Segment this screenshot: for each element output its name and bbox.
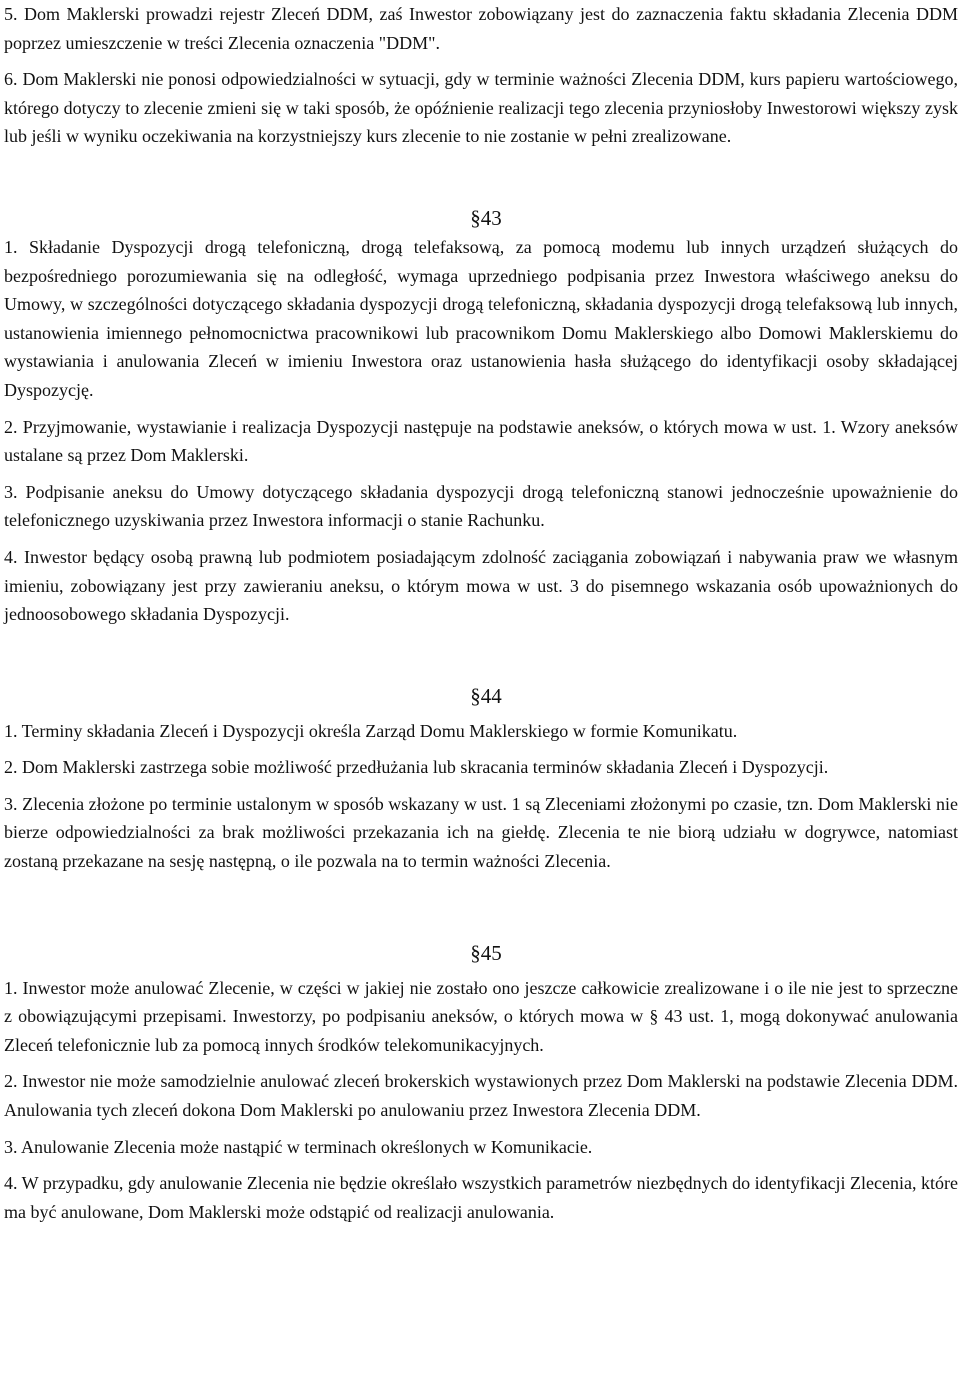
section-43-paragraph-1: 1. Składanie Dyspozycji drogą telefoniczną, drogą telefaksową, za pomocą modemu lub innych urządzeń służących do bezpośredniego porozumiewania się na odległość, wymaga uprzedniego podpisania przez Inwestora właściwego aneksu do Umowy, w szczególności dotyczącego składania dyspozycji drogą telefoniczną, składania dyspozycji drogą telefaksową lub innych, ustanowienia imiennego pełnomocnictwa pracownikowi lub pracownikom Domu Maklerskiego albo Domowi Maklerskiemu do wystawiania i anulowania Zleceń w imieniu Inwestora oraz ustanowienia hasła służącego do identyfikacji osoby składającej Dyspozycję. <box>4 236 958 400</box>
section-43-paragraph-4: 4. Inwestor będący osobą prawną lub podmiotem posiadającym zdolność zaciągania zobowiązań i nabywania praw we własnym imieniu, zobowiązany jest przy zawieraniu aneksu, o którym mowa w ust. 3 do pisemnego wskazania osób upoważnionych do jednoosobowego składania Dyspozycji. <box>4 546 958 625</box>
section-43 <box>4 203 958 629</box>
paragraph-6: 6. Dom Maklerski nie ponosi odpowiedzialności w sytuacji, gdy w terminie ważności Zlecenia DDM, kurs papieru wartościowego, którego dotyczy to zlecenie zmieni się w taki sposób, że opóźnienie realizacji tego zlecenia przyniosłoby Inwestorowi większy zysk lub jeśli w wyniku oczekiwania na korzystniejszy kurs zlecenie to nie zostanie w pełni zrealizowane. <box>4 69 958 147</box>
section-44-paragraph-3: 3. Zlecenia złożone po terminie ustalonym w sposób wskazany w ust. 1 są Zleceniami złożonymi po czasie, tzn. Dom Maklerski nie bierze odpowiedzialności za brak możliwości przekazania ich na giełdę. Zlecenia te nie biorą udziału w dogrywce, natomiast zostaną przekazane na sesję następną, o ile pozwala na to termin ważności Zlecenia. <box>4 793 958 872</box>
section-heading: §43 <box>470 205 502 230</box>
section-heading: §44 <box>470 683 502 708</box>
section-45-paragraph-4: 4. W przypadku, gdy anulowanie Zlecenia nie będzie określało wszystkich parametrów niezbędnych do identyfikacji Zlecenia, które ma być anulowane, Dom Maklerski może odstąpić od realizacji anulowania. <box>4 1173 958 1222</box>
section-44-paragraph-1: 1. Terminy składania Zleceń i Dyspozycji określa Zarząd Domu Maklerskiego w formie Komunikatu. <box>4 720 738 741</box>
section-43-paragraph-3: 3. Podpisanie aneksu do Umowy dotyczącego składania dyspozycji drogą telefoniczną stanowi jednocześnie upoważnienie do telefonicznego uzyskiwania przez Inwestora informacji o stanie Rachunku. <box>4 481 958 531</box>
section-43-paragraph-2: 2. Przyjmowanie, wystawianie i realizacja Dyspozycji następuje na podstawie aneksów, o których mowa w ust. 1. Wzory aneksów ustalane są przez Dom Maklerski. <box>4 416 958 466</box>
section-heading: §45 <box>470 940 502 965</box>
paragraph-5: 5. Dom Maklerski prowadzi rejestr Zleceń DDM, zaś Inwestor zobowiązany jest do zaznaczenia faktu składania Zlecenia DDM poprzez umieszczenie w treści Zlecenia oznaczenia "DDM". <box>4 4 958 53</box>
section-45-paragraph-1: 1. Inwestor może anulować Zlecenie, w części w jakiej nie zostało ono jeszcze całkowicie zrealizowane i o ile nie jest to sprzeczne z obowiązującymi przepisami. Inwestorzy, po podpisaniu aneksów, o których mowa w § 43 ust. 1, mogą dokonywać anulowania Zleceń telefonicznie lub za pomocą innych środków telekomunikacyjnych. <box>4 977 958 1055</box>
intro-block <box>4 0 958 151</box>
section-45-paragraph-3: 3. Anulowanie Zlecenia może nastąpić w terminach określonych w Komunikacie. <box>4 1136 593 1157</box>
section-44-paragraph-2: 2. Dom Maklerski zastrzega sobie możliwość przedłużania lub skracania terminów składania Zleceń i Dyspozycji. <box>4 757 829 778</box>
section-45-paragraph-2: 2. Inwestor nie może samodzielnie anulować zleceń brokerskich wystawionych przez Dom Maklerski na podstawie Zlecenia DDM. Anulowania tych zleceń dokona Dom Maklerski po anulowaniu przez Inwestora Zlecenia DDM. <box>4 1071 958 1121</box>
section-45 <box>4 938 958 1227</box>
section-44 <box>4 681 958 876</box>
